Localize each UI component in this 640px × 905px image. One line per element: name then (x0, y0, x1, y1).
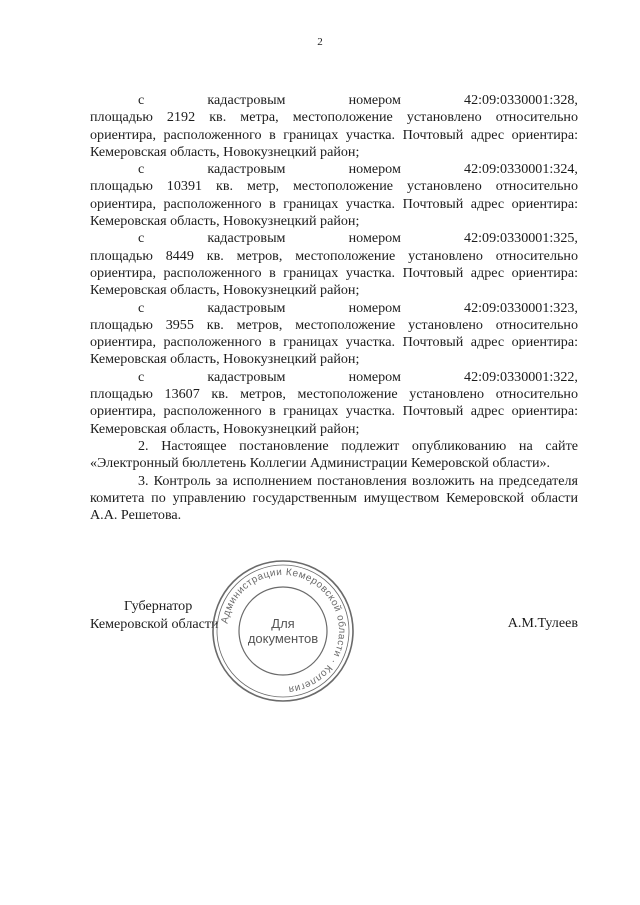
plot-cadastral-number: 42:09:0330001:328, (464, 92, 578, 108)
plot-lead-word: с (138, 368, 145, 385)
plot-lead-line (90, 369, 578, 386)
plot-lead-word: номером (348, 230, 401, 247)
plot-item-2 (90, 161, 578, 230)
stamp-center-text (208, 556, 358, 706)
plot-lead-word: с (138, 299, 145, 316)
plot-description: площадью 10391 кв. метр, местоположение установлено относительно ориентира, расположенного в границах участка. Почтовый адрес ориентира: Кемеровская область, Новокузнецкий район; (90, 178, 578, 230)
page-number: 2 (317, 36, 323, 48)
plot-lead-line (90, 300, 578, 317)
official-stamp (208, 556, 358, 706)
plot-lead-word: кадастровым (207, 230, 286, 247)
plot-description: площадью 3955 кв. метров, местоположение установлено относительно ориентира, расположенного в границах участка. Почтовый адрес ориентира: Кемеровская область, Новокузнецкий район; (90, 316, 578, 368)
plot-lead-word: номером (348, 368, 401, 385)
plot-lead-word: кадастровым (207, 368, 286, 385)
plot-lead-word: кадастровым (207, 161, 286, 178)
plot-lead-line (90, 161, 578, 178)
plot-lead-line (90, 92, 578, 109)
plot-lead-word: номером (348, 92, 401, 108)
plot-description: площадью 8449 кв. метров, местоположение установлено относительно ориентира, расположенного в границах участка. Почтовый адрес ориентира: Кемеровская область, Новокузнецкий район; (90, 247, 578, 299)
signatory-region: Кемеровской области (90, 616, 219, 632)
stamp-ring-text: Администрации Кемеровской области · Коллегия (219, 566, 348, 695)
plot-description: площадью 2192 кв. метра, местоположение установлено относительно ориентира, расположенного в границах участка. Почтовый адрес ориентира: Кемеровская область, Новокузнецкий район; (90, 109, 578, 160)
document-body (90, 92, 578, 524)
paragraph-publication: 2. Настоящее постановление подлежит опубликованию на сайте «Электронный бюллетень Коллегии Администрации Кемеровской области». (90, 437, 578, 472)
plot-lead-word: номером (348, 299, 401, 316)
stamp-center-line: Для (271, 616, 295, 631)
plot-lead-word: с (138, 230, 145, 247)
plot-lead-line (90, 230, 578, 247)
plot-lead-word: кадастровым (207, 92, 286, 108)
plot-lead-word: кадастровым (207, 299, 286, 316)
plot-item-5 (90, 369, 578, 438)
plot-cadastral-number: 42:09:0330001:325, (464, 230, 578, 247)
plot-cadastral-number: 42:09:0330001:322, (464, 368, 578, 385)
plot-lead-word: номером (348, 161, 401, 178)
signatory-name: А.М.Тулеев (507, 615, 578, 631)
plot-item-1 (90, 92, 578, 161)
plot-lead-word: с (138, 92, 145, 108)
plot-cadastral-number: 42:09:0330001:323, (464, 299, 578, 316)
plot-lead-word: с (138, 161, 145, 178)
signatory-position: Губернатор (124, 598, 193, 614)
stamp-center-line: документов (247, 631, 319, 646)
plot-cadastral-number: 42:09:0330001:324, (464, 161, 578, 178)
plot-description: площадью 13607 кв. метров, местоположение установлено относительно ориентира, расположенного в границах участка. Почтовый адрес ориентира: Кемеровская область, Новокузнецкий район; (90, 386, 578, 437)
paragraph-control: 3. Контроль за исполнением постановления возложить на председателя комитета по управлению государственным имуществом Кемеровской области А.А. Решетова. (90, 472, 578, 524)
plot-item-4 (90, 300, 578, 369)
signatory-title (90, 597, 219, 633)
plot-item-3 (90, 230, 578, 299)
